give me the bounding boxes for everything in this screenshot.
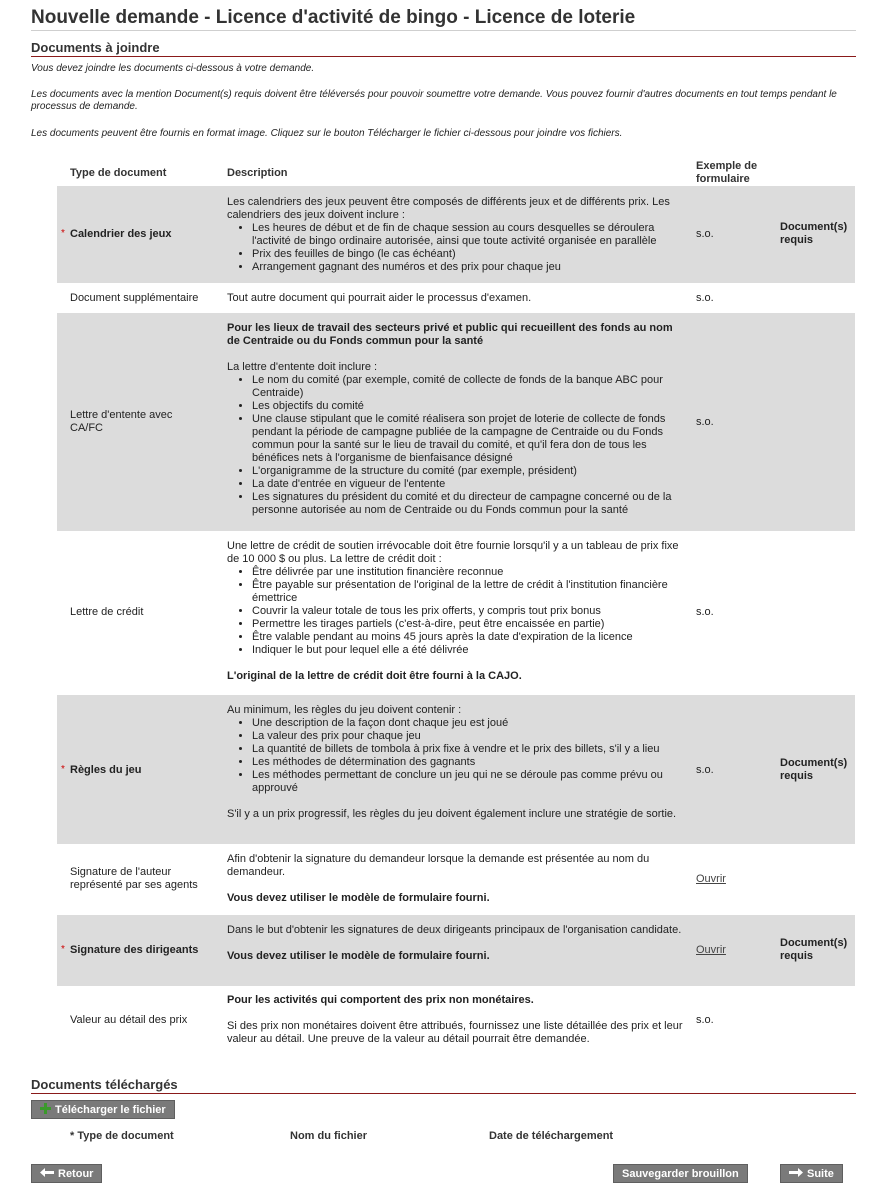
spacer: [227, 657, 687, 670]
required-documents-label: Document(s) requis: [780, 221, 848, 246]
title-divider: [31, 30, 856, 31]
document-type-label: Document supplémentaire: [70, 292, 199, 304]
documents-section-divider: [31, 56, 856, 57]
description-text: S'il y a un prix progressif, les règles du jeu doivent également inclure une stratégie de sortie.: [227, 808, 677, 820]
table-row-signature-auteur: [57, 844, 855, 915]
description-list: [252, 374, 687, 517]
description-list-item: • La valeur des prix pour chaque jeu: [252, 730, 687, 743]
description-list-item: • Couvrir la valeur totale de tous les prix offerts, y compris tout prix bonus: [252, 605, 687, 618]
document-description: [227, 196, 687, 274]
next-button[interactable]: [780, 1164, 843, 1183]
description-list-item: • Une description de la façon dont chaque jeu est joué: [252, 717, 687, 730]
open-form-link[interactable]: Ouvrir: [696, 944, 726, 956]
uploaded-section-divider: [31, 1093, 856, 1094]
description-text: La lettre d'entente doit inclure :: [227, 361, 378, 373]
description-list: [252, 566, 687, 657]
required-documents-label: Document(s) requis: [780, 757, 848, 782]
description-text: Dans le but d'obtenir les signatures de deux dirigeants principaux de l'organisation candidate.: [227, 924, 682, 936]
document-description: [227, 322, 687, 517]
open-form-link[interactable]: Ouvrir: [696, 873, 726, 885]
description-list-item: • Être valable pendant au moins 45 jours après la date d'expiration de la licence: [252, 631, 687, 644]
intro-text-2: Les documents avec la mention Document(s) requis doivent être téléversés pour pouvoir soumettre votre demande. Vous pouvez fournir d'autres documents en tout temps pendant le processus de demande.: [31, 89, 837, 112]
document-description: [227, 704, 687, 821]
description-list-item: • Les signatures du président du comité et du directeur de campagne concerné ou de la personne autorisée au nom de Centraide ou du Fonds commun pour la santé: [252, 491, 687, 517]
document-description: [227, 924, 687, 963]
table-row-lettre-credit: [57, 531, 855, 695]
required-star: *: [61, 228, 65, 239]
description-text: Si des prix non monétaires doivent être attribués, fournissez une liste détaillée des prix et leur valeur au détail. Une preuve de la valeur au détail pourrait être demandée.: [227, 1020, 683, 1045]
document-type-label: Lettre de crédit: [70, 606, 144, 618]
intro-text-1: Vous devez joindre les documents ci-dessous à votre demande.: [31, 63, 315, 74]
page-title: Nouvelle demande - Licence d'activité de bingo - Licence de loterie: [31, 7, 636, 28]
form-example-value: s.o.: [696, 292, 714, 304]
description-bold-text: Pour les lieux de travail des secteurs privé et public qui recueillent des fonds au nom de Centraide ou du Fonds commun pour la santé: [227, 322, 673, 347]
table-row-supplementaire: [57, 283, 855, 313]
table-row-lettre-entente: [57, 313, 855, 531]
document-type-label: Signature des dirigeants: [70, 944, 199, 956]
form-example-value: s.o.: [696, 1014, 714, 1026]
document-description: [227, 853, 687, 905]
description-bold-text: Pour les activités qui comportent des prix non monétaires.: [227, 994, 534, 1006]
document-type-label: Règles du jeu: [70, 764, 142, 776]
uploaded-col-date: Date de téléchargement: [489, 1130, 614, 1142]
save-draft-button[interactable]: [613, 1164, 748, 1183]
header-description: Description: [227, 167, 288, 179]
spacer: [227, 795, 687, 808]
required-documents-label: Document(s) requis: [780, 937, 848, 962]
spacer: [227, 879, 687, 892]
back-button[interactable]: [31, 1164, 102, 1183]
description-list-item: • L'organigramme de la structure du comité (par exemple, président): [252, 465, 687, 478]
description-bold-text: L'original de la lettre de crédit doit être fourni à la CAJO.: [227, 670, 522, 682]
required-star: *: [61, 944, 65, 955]
intro-text-3: Les documents peuvent être fournis en format image. Cliquez sur le bouton Télécharger le fichier ci-dessous pour joindre vos fichiers.: [31, 128, 623, 139]
uploaded-col-type: * Type de document: [70, 1130, 174, 1142]
description-list-item: • Permettre les tirages partiels (c'est-à-dire, peut être encaissée en partie): [252, 618, 687, 631]
document-description: Tout autre document qui pourrait aider le processus d'examen.: [227, 292, 532, 304]
description-text: Au minimum, les règles du jeu doivent contenir :: [227, 704, 462, 716]
description-list-item: • Arrangement gagnant des numéros et des prix pour chaque jeu: [252, 261, 687, 274]
form-example-value: s.o.: [696, 764, 714, 776]
description-list-item: • Les heures de début et de fin de chaque session au cours desquelles se déroulera l'activité de bingo ordinaire autorisée, ainsi que toute activité organisée en parallèle: [252, 222, 687, 248]
upload-file-button[interactable]: [31, 1100, 175, 1119]
arrow-left-icon: [40, 1165, 54, 1184]
form-example-value: s.o.: [696, 416, 714, 428]
description-text: Une lettre de crédit de soutien irrévocable doit être fournie lorsqu'il y a un tableau de prix fixe de 10 000 $ ou plus. La lettre de crédit doit :: [227, 540, 679, 565]
description-list: [252, 717, 687, 795]
description-list-item: • Être délivrée par une institution financière reconnue: [252, 566, 687, 579]
document-description: [227, 540, 687, 683]
description-text: Afin d'obtenir la signature du demandeur lorsque la demande est présentée au nom du demandeur.: [227, 853, 650, 878]
description-text: Les calendriers des jeux peuvent être composés de différents jeux et de différents prix. Les calendriers des jeux doivent inclure :: [227, 196, 670, 221]
required-star: *: [61, 764, 65, 775]
description-list: [252, 222, 687, 274]
description-list-item: • Une clause stipulant que le comité réalisera son projet de loterie de collecte de fonds pendant la période de campagne publiée de la campagne de Centraide ou du Fonds commun pour la santé sur le lieu de travail du comité, et qu'il fera don de tous les bénéfices nets à l'organisme de bienfaisance désigné: [252, 413, 687, 465]
spacer: [227, 1007, 687, 1020]
form-example-value: s.o.: [696, 228, 714, 240]
table-row-signature-dirigeants: [57, 915, 855, 986]
spacer: [227, 937, 687, 950]
description-list-item: • Les méthodes permettant de conclure un jeu qui ne se déroule pas comme prévu ou approuvé: [252, 769, 687, 795]
document-description: [227, 994, 687, 1046]
uploaded-col-filename: Nom du fichier: [290, 1130, 368, 1142]
back-label: Retour: [58, 1168, 94, 1180]
description-bold-text: Vous devez utiliser le modèle de formulaire fourni.: [227, 950, 490, 962]
description-list-item: • Prix des feuilles de bingo (le cas échéant): [252, 248, 687, 261]
description-bold-text: Vous devez utiliser le modèle de formulaire fourni.: [227, 892, 490, 904]
next-label: Suite: [807, 1168, 834, 1180]
document-type-label: Valeur au détail des prix: [70, 1014, 188, 1026]
documents-section-heading: Documents à joindre: [31, 40, 160, 55]
uploaded-section-heading: Documents téléchargés: [31, 1077, 178, 1092]
description-list-item: • Indiquer le but pour lequel elle a été délivrée: [252, 644, 687, 657]
save-draft-label: Sauvegarder brouillon: [622, 1168, 739, 1180]
arrow-right-icon: [789, 1165, 803, 1184]
description-list-item: • La quantité de billets de tombola à prix fixe à vendre et le prix des billets, s'il y a lieu: [252, 743, 687, 756]
header-form-example: Exemple de formulaire: [696, 160, 758, 185]
plus-icon: [40, 1101, 51, 1120]
form-example-value: s.o.: [696, 606, 714, 618]
table-row-valeur-detail: [57, 986, 855, 1052]
description-list-item: • Les méthodes de détermination des gagnants: [252, 756, 687, 769]
table-row-regles-jeu: [57, 695, 855, 844]
document-type-label: Signature de l'auteur représenté par ses agents: [70, 866, 198, 891]
upload-file-label: Télécharger le fichier: [55, 1104, 166, 1116]
description-list-item: • Le nom du comité (par exemple, comité de collecte de fonds de la banque ABC pour Centraide): [252, 374, 687, 400]
description-list-item: • La date d'entrée en vigueur de l'entente: [252, 478, 687, 491]
document-type-label: Lettre d'entente avec CA/FC: [70, 409, 173, 434]
document-type-label: Calendrier des jeux: [70, 228, 172, 240]
spacer: [227, 348, 687, 361]
header-document-type: Type de document: [70, 167, 167, 179]
description-list-item: • Les objectifs du comité: [252, 400, 687, 413]
table-row-calendrier: [57, 186, 855, 283]
description-list-item: • Être payable sur présentation de l'original de la lettre de crédit à l'institution financière émettrice: [252, 579, 687, 605]
